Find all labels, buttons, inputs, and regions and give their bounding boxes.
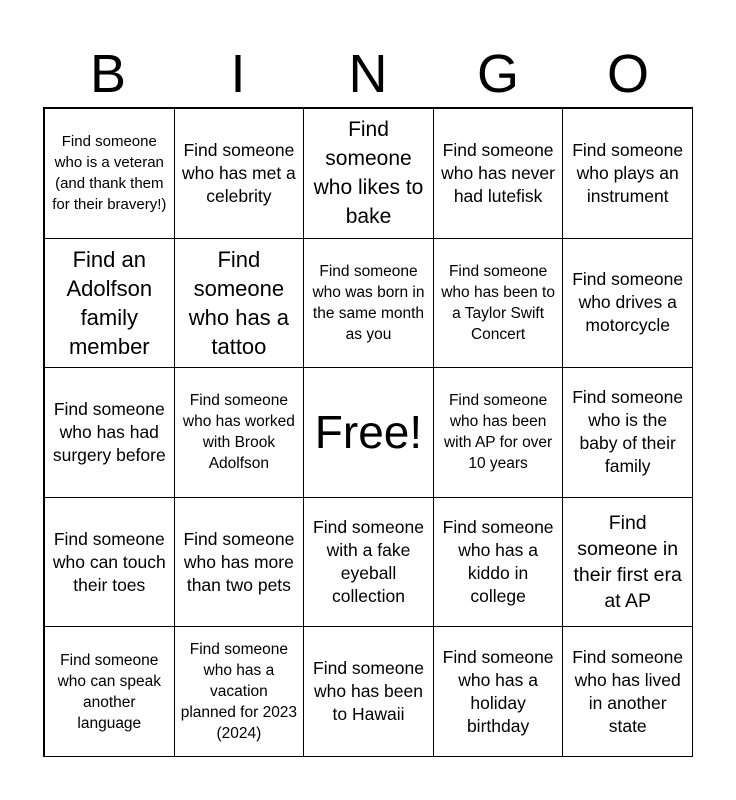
bingo-cell-n5[interactable] xyxy=(303,626,434,757)
bingo-cell-b1[interactable] xyxy=(44,108,175,239)
cell-text: Find someone who has had surgery before xyxy=(52,398,166,465)
header-letter-i: I xyxy=(230,44,246,104)
cell-text: Find someone who has worked with Brook Adolfson xyxy=(182,392,295,473)
cell-text: Find someone who has a kiddo in college xyxy=(442,517,554,607)
header-letter-g: G xyxy=(476,44,519,104)
bingo-cell-i4[interactable] xyxy=(174,497,305,628)
bingo-cell-o5[interactable] xyxy=(562,626,693,757)
bingo-cell-g3[interactable] xyxy=(433,367,564,498)
bingo-cell-i5[interactable] xyxy=(174,626,305,757)
cell-text: Find someone who is a veteran (and thank them for their bravery!) xyxy=(52,133,167,214)
cell-text: Find someone who drives a motorcycle xyxy=(572,269,684,336)
cell-text: Find someone in their first era at AP xyxy=(573,512,682,613)
bingo-header xyxy=(43,40,693,108)
header-letter-o: O xyxy=(606,44,649,104)
cell-text: Find someone who has been with AP for over 10 years xyxy=(443,392,553,473)
bingo-cell-g1[interactable] xyxy=(433,108,564,239)
cell-text: Find someone who has more than two pets xyxy=(183,528,295,595)
bingo-cell-o1[interactable] xyxy=(562,108,693,239)
bingo-cell-o4[interactable] xyxy=(562,497,693,628)
bingo-cell-i3[interactable] xyxy=(174,367,305,498)
cell-text: Find someone who has a holiday birthday xyxy=(442,646,554,736)
cell-text: Find someone who was born in the same month as you xyxy=(312,262,425,343)
bingo-cell-o3[interactable] xyxy=(562,367,693,498)
cell-text: Find someone who likes to bake xyxy=(313,118,424,229)
bingo-cell-n2[interactable] xyxy=(303,238,434,369)
cell-text: Find someone who plays an instrument xyxy=(572,139,684,206)
bingo-cell-b4[interactable] xyxy=(44,497,175,628)
cell-text: Find someone who is the baby of their family xyxy=(572,387,684,477)
bingo-cell-o2[interactable] xyxy=(562,238,693,369)
cell-text: Find someone who has never had lutefisk xyxy=(441,139,555,206)
cell-text: Find someone who has been to a Taylor Swift Concert xyxy=(441,262,555,343)
cell-text: Find someone who has a tattoo xyxy=(188,246,290,359)
bingo-board xyxy=(43,107,693,757)
bingo-cell-n1[interactable] xyxy=(303,108,434,239)
cell-text: Find an Adolfson family member xyxy=(66,246,153,359)
header-letter-n: N xyxy=(348,44,388,104)
bingo-cell-b3[interactable] xyxy=(44,367,175,498)
cell-text: Find someone who can speak another language xyxy=(57,651,161,732)
free-space-text: Free! xyxy=(314,406,423,459)
cell-text: Find someone with a fake eyeball collection xyxy=(313,517,424,607)
cell-text: Find someone who has lived in another state xyxy=(572,646,684,736)
bingo-cell-g2[interactable] xyxy=(433,238,564,369)
bingo-cell-b2[interactable] xyxy=(44,238,175,369)
cell-text: Find someone who has a vacation planned for 2023 (2024) xyxy=(180,641,298,743)
cell-text: Find someone who has met a celebrity xyxy=(181,139,296,206)
bingo-cell-i2[interactable] xyxy=(174,238,305,369)
bingo-cell-free[interactable] xyxy=(303,367,434,498)
bingo-cell-b5[interactable] xyxy=(44,626,175,757)
bingo-cell-n4[interactable] xyxy=(303,497,434,628)
bingo-cell-i1[interactable] xyxy=(174,108,305,239)
cell-text: Find someone who has been to Hawaii xyxy=(313,658,424,725)
header-letter-b: B xyxy=(89,44,127,104)
bingo-cell-g4[interactable] xyxy=(433,497,564,628)
bingo-cell-g5[interactable] xyxy=(433,626,564,757)
cell-text: Find someone who can touch their toes xyxy=(52,528,166,595)
